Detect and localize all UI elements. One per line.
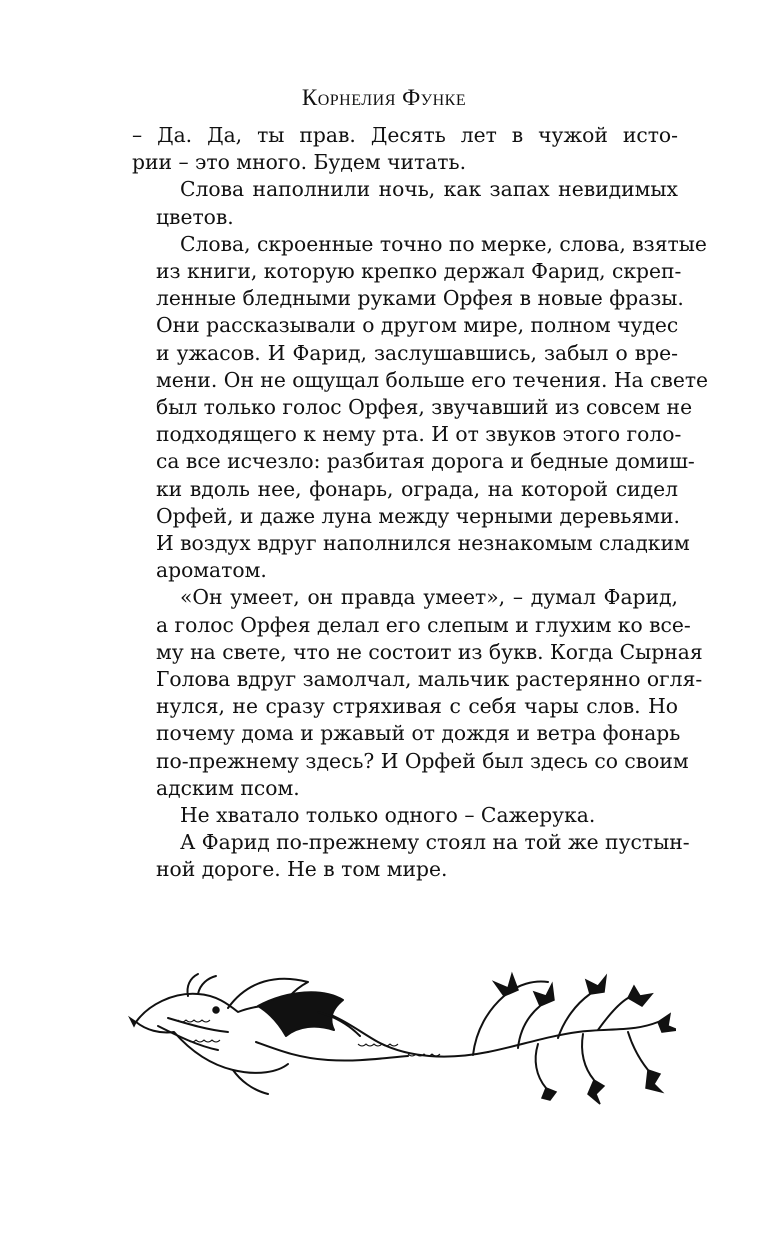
text-line: «Он умеет, он правда умеет», – думал Фарид,: [180, 585, 678, 610]
text-line: Слова, скроенные точно по мерке, слова, взятые: [180, 231, 707, 256]
text-line: из книги, которую крепко держал Фарид, скреп-: [156, 259, 682, 284]
text-line: Слова наполнили ночь, как запах невидимых: [180, 177, 678, 202]
paragraph: [132, 231, 709, 585]
dragon-vine-ornament-icon: [128, 960, 676, 1105]
paragraph: [132, 122, 678, 176]
text-line: Голова вдруг замолчал, мальчик растерянно огля-: [156, 667, 703, 692]
text-line: цветов.: [156, 204, 234, 229]
text-line: по-прежнему здесь? И Орфей был здесь со своим: [156, 748, 689, 773]
text-line: а голос Орфея делал его слепым и глухим ко все-: [156, 612, 691, 637]
text-line: И воздух вдруг наполнился незнакомым сладким: [156, 531, 690, 556]
text-line: А Фарид по-прежнему стоял на той же пустын-: [180, 830, 690, 855]
text-line: почему дома и ржавый от дождя и ветра фонарь: [156, 721, 681, 746]
text-line: подходящего к нему рта. И от звуков этого голо-: [156, 422, 682, 447]
paragraph: [132, 176, 678, 230]
text-line: му на свете, что не состоит из букв. Когда Сырная: [156, 639, 703, 664]
text-line: ленные бледными руками Орфея в новые фразы.: [156, 286, 684, 311]
text-line: ной дороге. Не в том мире.: [156, 857, 448, 882]
text-line: мени. Он не ощущал больше его течения. На свете: [156, 367, 709, 392]
paragraph: [132, 829, 690, 883]
paragraph: [132, 584, 703, 802]
text-line: – Да. Да, ты прав. Десять лет в чужой исто-: [132, 123, 678, 147]
text-line: Орфей, и даже луна между черными деревьями.: [156, 503, 680, 528]
paragraph: [132, 802, 678, 829]
text-line: рии – это много. Будем читать.: [132, 150, 467, 175]
text-line: Не хватало только одного – Сажерука.: [180, 803, 596, 828]
text-line: был только голос Орфея, звучавший из совсем не: [156, 395, 693, 420]
text-line: Они рассказывали о другом мире, полном чудес: [156, 313, 679, 338]
running-head: Корнелия Функе: [301, 85, 467, 110]
text-line: са все исчезло: разбитая дорога и бедные домиш-: [156, 449, 695, 474]
text-line: ки вдоль нее, фонарь, ограда, на которой сидел: [156, 476, 678, 501]
text-line: адским псом.: [156, 775, 300, 800]
body-text: [132, 122, 709, 884]
text-line: и ужасов. И Фарид, заслушавшись, забыл о вре-: [156, 340, 678, 365]
text-line: нулся, не сразу стряхивая с себя чары слов. Но: [156, 694, 678, 719]
text-line: ароматом.: [156, 558, 267, 583]
